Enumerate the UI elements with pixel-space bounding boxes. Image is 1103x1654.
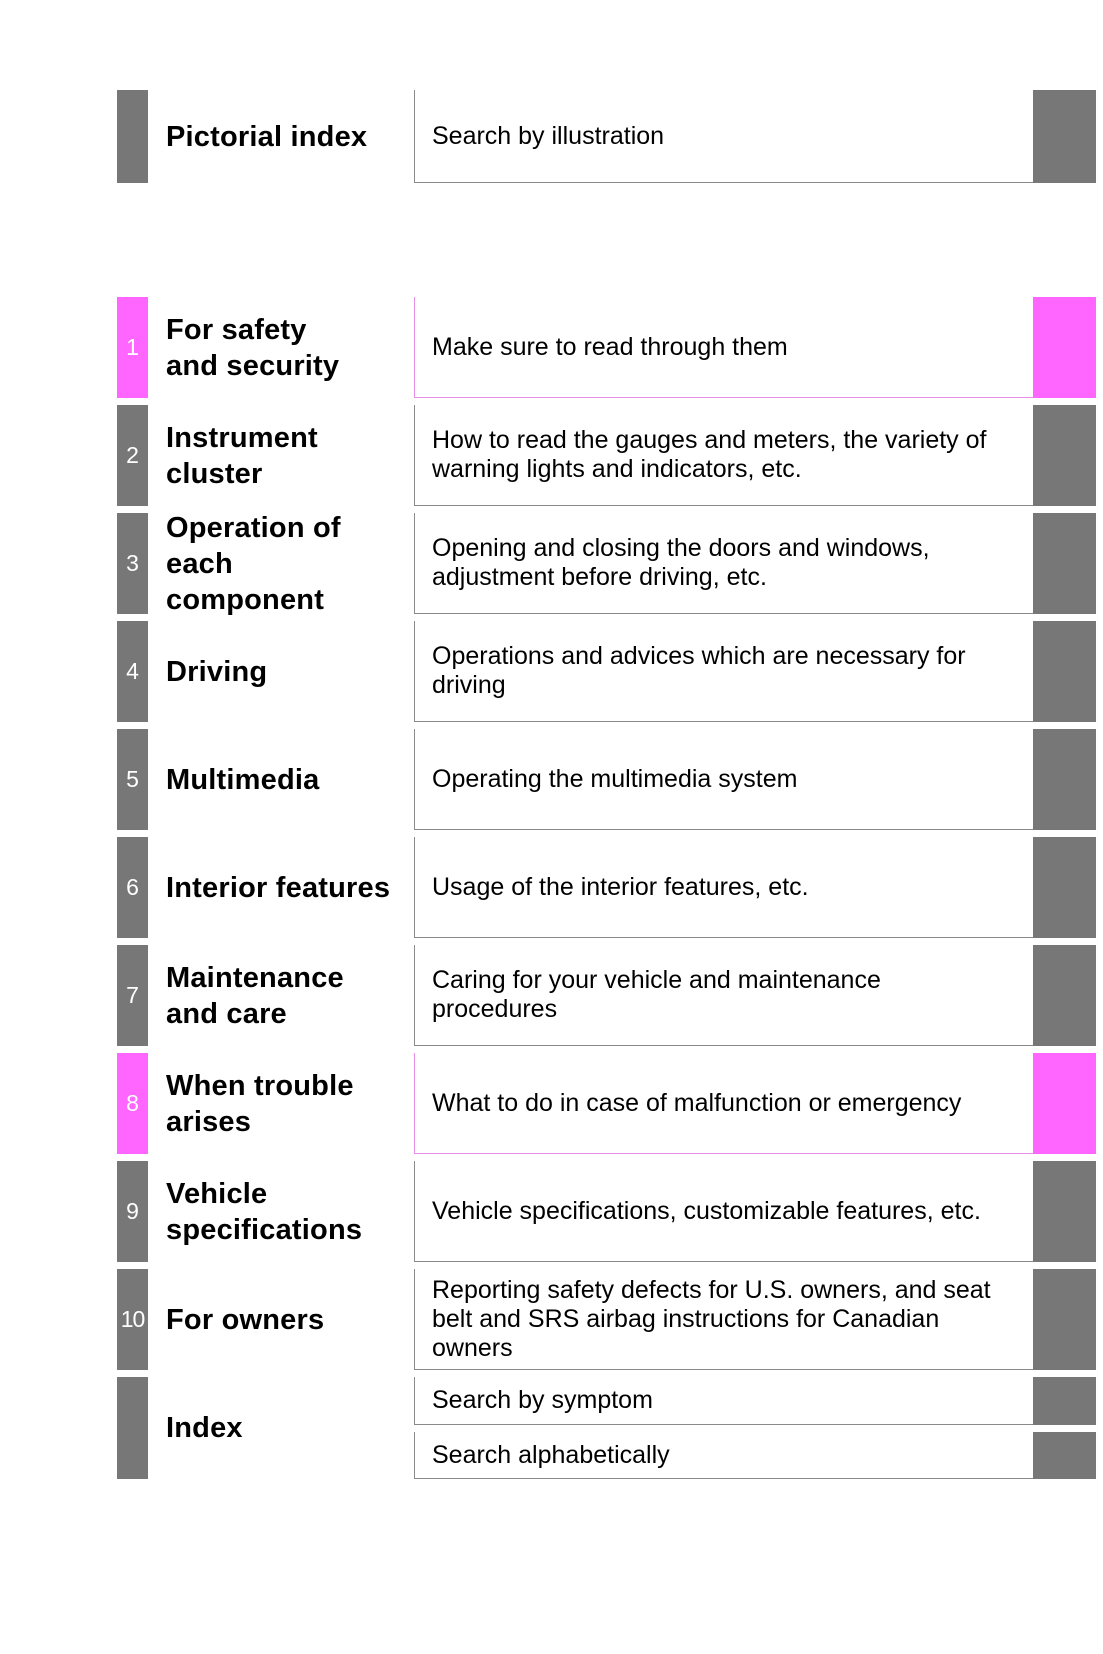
chapter-tab-right[interactable] (1033, 405, 1096, 506)
index-item-alphabetical[interactable] (0, 1432, 1103, 1479)
chapter-tab-right[interactable] (1033, 90, 1096, 183)
index-description: Search alphabetically (414, 1432, 1033, 1479)
chapter-title: Pictorial index (166, 120, 368, 153)
chapter-title: Driving (166, 655, 268, 688)
chapter-tab-left: 1 (117, 297, 148, 398)
chapter-title: Maintenance and care (166, 961, 344, 1030)
chapter-tab-left (117, 90, 148, 183)
toc-row-chapter-8[interactable] (0, 1053, 1103, 1154)
chapter-description: Opening and closing the doors and windows, adjustment before driving, etc. (414, 513, 1033, 614)
chapter-tab-left: 7 (117, 945, 148, 1046)
chapter-tab-left: 3 (117, 513, 148, 614)
chapter-title: Instrument cluster (166, 421, 318, 490)
chapter-description: Make sure to read through them (414, 297, 1033, 398)
toc-row-chapter-6[interactable] (0, 837, 1103, 938)
index-description: Search by symptom (414, 1377, 1033, 1425)
chapter-tab-left: 8 (117, 1053, 148, 1154)
chapter-description: Reporting safety defects for U.S. owners, and seat belt and SRS airbag instructions for Canadian owners (414, 1269, 1033, 1370)
chapter-tab-left: 4 (117, 621, 148, 722)
toc-row-chapter-3[interactable] (0, 513, 1103, 614)
chapter-tab-left: 9 (117, 1161, 148, 1262)
chapter-tab-right[interactable] (1033, 945, 1096, 1046)
chapter-description: What to do in case of malfunction or emergency (414, 1053, 1033, 1154)
chapter-description: Caring for your vehicle and maintenance procedures (414, 945, 1033, 1046)
chapter-title: For owners (166, 1303, 325, 1336)
toc-row-chapter-2[interactable] (0, 405, 1103, 506)
toc-row-chapter-9[interactable] (0, 1161, 1103, 1262)
chapter-description: Operating the multimedia system (414, 729, 1033, 830)
toc-row-chapter-5[interactable] (0, 729, 1103, 830)
chapter-tab-right[interactable] (1033, 729, 1096, 830)
chapter-title: When trouble arises (166, 1069, 354, 1138)
toc-row-chapter-10[interactable] (0, 1269, 1103, 1370)
chapter-description: Usage of the interior features, etc. (414, 837, 1033, 938)
toc-row-pictorial-index[interactable] (0, 90, 1103, 183)
toc-row-chapter-4[interactable] (0, 621, 1103, 722)
index-tab-right[interactable] (1033, 1432, 1096, 1479)
chapter-title: Interior features (166, 871, 391, 904)
chapter-tab-right[interactable] (1033, 1269, 1096, 1370)
chapter-tab-right[interactable] (1033, 621, 1096, 722)
chapter-tab-left: 5 (117, 729, 148, 830)
toc-row-chapter-7[interactable] (0, 945, 1103, 1046)
chapter-description: Search by illustration (414, 90, 1033, 183)
chapter-title: For safety and security (166, 313, 340, 382)
chapter-description: Vehicle specifications, customizable features, etc. (414, 1161, 1033, 1262)
chapter-tab-right[interactable] (1033, 1161, 1096, 1262)
chapter-title: Vehicle specifications (166, 1177, 363, 1246)
index-item-symptom[interactable] (0, 1377, 1103, 1425)
chapter-tab-left: 10 (117, 1269, 148, 1370)
chapter-tab-right[interactable] (1033, 513, 1096, 614)
index-tab-right[interactable] (1033, 1377, 1096, 1425)
chapter-tab-left: 2 (117, 405, 148, 506)
chapter-tab-right[interactable] (1033, 1053, 1096, 1154)
chapter-title: Index (166, 1412, 243, 1444)
chapter-description: Operations and advices which are necessary for driving (414, 621, 1033, 722)
chapter-title: Operation of each component (166, 511, 341, 616)
chapter-tab-right[interactable] (1033, 837, 1096, 938)
chapter-title: Multimedia (166, 763, 320, 796)
chapter-tab-right[interactable] (1033, 297, 1096, 398)
toc-row-chapter-1[interactable] (0, 297, 1103, 398)
chapter-description: How to read the gauges and meters, the variety of warning lights and indicators, etc. (414, 405, 1033, 506)
chapter-tab-left: 6 (117, 837, 148, 938)
